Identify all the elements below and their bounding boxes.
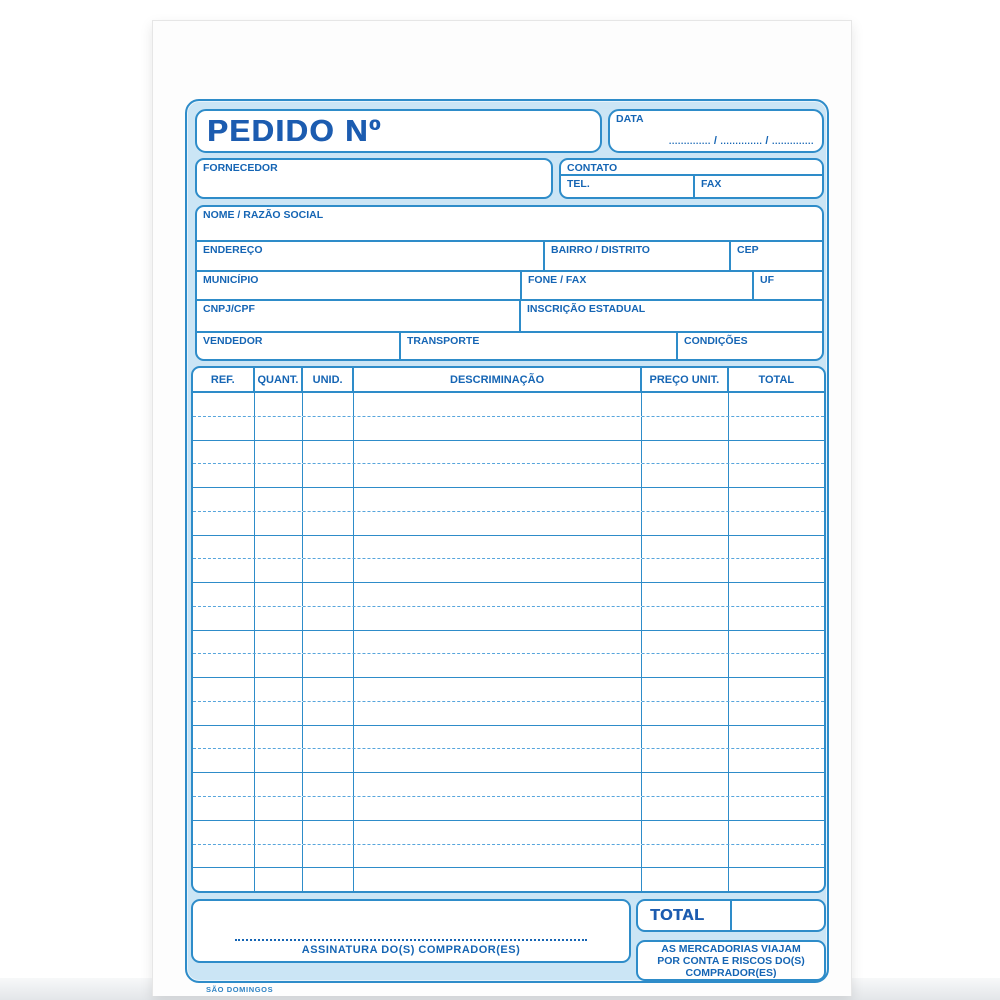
item-cell[interactable]	[193, 797, 255, 820]
item-cell[interactable]	[354, 393, 642, 416]
item-cell[interactable]	[354, 417, 642, 440]
item-row	[193, 536, 824, 560]
fax-label: FAX	[701, 178, 722, 190]
col-quant: QUANT.	[255, 368, 304, 391]
item-cell[interactable]	[354, 702, 642, 725]
item-cell[interactable]	[729, 678, 824, 701]
item-row	[193, 583, 824, 607]
date-label: DATA	[616, 113, 644, 125]
total-value-field[interactable]	[732, 901, 824, 930]
item-cell[interactable]	[729, 868, 824, 891]
warning-box	[636, 940, 826, 981]
city-label: MUNICÍPIO	[203, 274, 259, 286]
item-cell[interactable]	[729, 441, 824, 464]
item-cell[interactable]	[354, 678, 642, 701]
seller-label: VENDEDOR	[203, 335, 263, 347]
item-cell[interactable]	[642, 797, 728, 820]
item-cell[interactable]	[255, 726, 304, 749]
item-cell[interactable]	[729, 536, 824, 559]
item-row	[193, 726, 824, 750]
item-cell[interactable]	[642, 417, 728, 440]
item-cell[interactable]	[255, 702, 304, 725]
col-descriminacao: DESCRIMINAÇÃO	[354, 368, 642, 391]
item-cell[interactable]	[729, 512, 824, 535]
warning-line: POR CONTA E RISCOS DO(S)	[657, 954, 805, 967]
uf-field[interactable]	[754, 272, 822, 299]
col-total: TOTAL	[758, 373, 795, 386]
item-cell[interactable]	[729, 845, 824, 868]
item-cell[interactable]	[354, 464, 642, 487]
printer-brand: SÃO DOMINGOS	[206, 985, 274, 994]
item-cell[interactable]	[303, 536, 354, 559]
item-cell[interactable]	[193, 417, 255, 440]
total-label-cell	[638, 901, 732, 930]
item-row	[193, 631, 824, 655]
item-cell[interactable]	[255, 845, 304, 868]
item-row	[193, 821, 824, 845]
item-cell[interactable]	[729, 583, 824, 606]
item-cell[interactable]	[255, 749, 304, 772]
item-cell[interactable]	[193, 726, 255, 749]
item-cell[interactable]	[354, 559, 642, 582]
item-cell[interactable]	[642, 631, 728, 654]
item-cell[interactable]	[729, 464, 824, 487]
item-cell[interactable]	[255, 441, 304, 464]
item-cell[interactable]	[729, 797, 824, 820]
uf-label: UF	[760, 274, 774, 286]
item-cell[interactable]	[303, 607, 354, 630]
item-cell[interactable]	[642, 702, 728, 725]
transport-field[interactable]	[401, 333, 678, 359]
item-cell[interactable]	[303, 441, 354, 464]
item-row	[193, 441, 824, 465]
item-cell[interactable]	[255, 773, 304, 796]
item-row	[193, 464, 824, 488]
item-cell[interactable]	[642, 512, 728, 535]
item-cell[interactable]	[303, 583, 354, 606]
item-cell[interactable]	[193, 559, 255, 582]
item-cell[interactable]	[729, 773, 824, 796]
item-cell[interactable]	[193, 821, 255, 844]
item-cell[interactable]	[255, 797, 304, 820]
item-cell[interactable]	[729, 654, 824, 677]
item-cell[interactable]	[354, 654, 642, 677]
item-cell[interactable]	[193, 654, 255, 677]
item-cell[interactable]	[729, 726, 824, 749]
tel-field[interactable]	[561, 176, 695, 197]
item-cell[interactable]	[729, 393, 824, 416]
item-cell[interactable]	[354, 512, 642, 535]
item-cell[interactable]	[642, 821, 728, 844]
item-cell[interactable]	[354, 845, 642, 868]
item-cell[interactable]	[354, 797, 642, 820]
item-cell[interactable]	[354, 821, 642, 844]
name-field[interactable]	[197, 207, 822, 240]
item-cell[interactable]	[729, 417, 824, 440]
seller-field[interactable]	[197, 333, 401, 359]
total-label: TOTAL	[650, 906, 705, 924]
district-field[interactable]	[545, 242, 731, 270]
item-cell[interactable]	[642, 488, 728, 511]
item-cell[interactable]	[193, 773, 255, 796]
item-cell[interactable]	[255, 393, 304, 416]
name-label: NOME / RAZÃO SOCIAL	[203, 209, 324, 221]
col-ref: REF.	[193, 368, 255, 391]
item-cell[interactable]	[729, 702, 824, 725]
item-cell[interactable]	[729, 821, 824, 844]
item-cell[interactable]	[193, 536, 255, 559]
item-cell[interactable]	[354, 631, 642, 654]
item-cell[interactable]	[193, 512, 255, 535]
item-cell[interactable]	[193, 749, 255, 772]
order-number-field[interactable]	[195, 109, 602, 153]
item-cell[interactable]	[354, 726, 642, 749]
item-row	[193, 488, 824, 512]
item-cell[interactable]	[193, 488, 255, 511]
item-cell[interactable]	[193, 631, 255, 654]
item-cell[interactable]	[193, 868, 255, 891]
tel-label: TEL.	[567, 178, 590, 190]
item-row	[193, 845, 824, 869]
item-cell[interactable]	[255, 488, 304, 511]
item-row	[193, 654, 824, 678]
items-table-body	[193, 393, 824, 891]
item-cell[interactable]	[642, 536, 728, 559]
item-cell[interactable]	[354, 773, 642, 796]
item-cell[interactable]	[303, 417, 354, 440]
item-cell[interactable]	[303, 868, 354, 891]
item-cell[interactable]	[303, 845, 354, 868]
item-cell[interactable]	[642, 749, 728, 772]
item-cell[interactable]	[354, 868, 642, 891]
item-cell[interactable]	[642, 773, 728, 796]
contact-box	[559, 158, 824, 199]
item-cell[interactable]	[642, 845, 728, 868]
phone-fax-field[interactable]	[522, 272, 754, 299]
item-cell[interactable]	[255, 417, 304, 440]
item-cell[interactable]	[255, 583, 304, 606]
item-cell[interactable]	[255, 868, 304, 891]
col-unid: UNID.	[303, 368, 354, 391]
item-cell[interactable]	[255, 607, 304, 630]
item-cell[interactable]	[303, 678, 354, 701]
conditions-label: CONDIÇÕES	[684, 335, 748, 347]
item-cell[interactable]	[303, 488, 354, 511]
item-cell[interactable]	[193, 845, 255, 868]
date-field[interactable]	[608, 109, 824, 153]
item-row	[193, 773, 824, 797]
item-cell[interactable]	[354, 583, 642, 606]
item-cell[interactable]	[729, 488, 824, 511]
supplier-field[interactable]	[195, 158, 553, 199]
total-box	[636, 899, 826, 932]
address-field[interactable]	[197, 242, 545, 270]
item-cell[interactable]	[729, 631, 824, 654]
contact-label: CONTATO	[567, 162, 618, 174]
item-cell[interactable]	[303, 512, 354, 535]
item-row	[193, 797, 824, 821]
item-cell[interactable]	[255, 821, 304, 844]
item-cell[interactable]	[354, 536, 642, 559]
item-row	[193, 607, 824, 631]
item-cell[interactable]	[303, 726, 354, 749]
item-cell[interactable]	[255, 512, 304, 535]
item-cell[interactable]	[303, 393, 354, 416]
item-cell[interactable]	[729, 749, 824, 772]
state-registration-label: INSCRIÇÃO ESTADUAL	[527, 303, 646, 315]
item-row	[193, 749, 824, 773]
state-registration-field[interactable]	[521, 301, 822, 331]
item-cell[interactable]	[354, 441, 642, 464]
supplier-label: FORNECEDOR	[203, 162, 278, 174]
item-cell[interactable]	[193, 583, 255, 606]
item-cell[interactable]	[303, 773, 354, 796]
order-form	[185, 99, 829, 983]
signature-label: ASSINATURA DO(S) COMPRADOR(ES)	[301, 944, 521, 956]
item-cell[interactable]	[642, 868, 728, 891]
item-cell[interactable]	[255, 654, 304, 677]
address-label: ENDEREÇO	[203, 244, 263, 256]
paper-sheet	[152, 20, 852, 996]
cep-label: CEP	[737, 244, 759, 256]
cnpj-field[interactable]	[197, 301, 521, 331]
item-row	[193, 868, 824, 891]
signature-box[interactable]	[191, 899, 631, 963]
transport-label: TRANSPORTE	[407, 335, 480, 347]
signature-line[interactable]	[235, 939, 587, 941]
item-cell[interactable]	[303, 631, 354, 654]
item-cell[interactable]	[255, 631, 304, 654]
item-cell[interactable]	[303, 559, 354, 582]
item-cell[interactable]	[642, 607, 728, 630]
warning-line: COMPRADOR(ES)	[685, 966, 777, 979]
cnpj-label: CNPJ/CPF	[203, 303, 255, 315]
city-field[interactable]	[197, 272, 522, 299]
items-table	[191, 366, 826, 893]
item-cell[interactable]	[642, 654, 728, 677]
item-cell[interactable]	[642, 583, 728, 606]
item-cell[interactable]	[193, 702, 255, 725]
item-cell[interactable]	[642, 678, 728, 701]
contact-field[interactable]	[561, 160, 822, 176]
item-cell[interactable]	[729, 559, 824, 582]
item-row	[193, 559, 824, 583]
item-cell[interactable]	[193, 441, 255, 464]
item-cell[interactable]	[255, 678, 304, 701]
form-title: PEDIDO Nº	[207, 113, 382, 148]
item-cell[interactable]	[193, 607, 255, 630]
item-cell[interactable]	[303, 797, 354, 820]
item-row	[193, 702, 824, 726]
warning-line: AS MERCADORIAS VIAJAM	[661, 942, 801, 955]
customer-info-box	[195, 205, 824, 361]
item-cell[interactable]	[255, 464, 304, 487]
item-cell[interactable]	[255, 559, 304, 582]
item-cell[interactable]	[354, 607, 642, 630]
item-cell[interactable]	[642, 393, 728, 416]
fax-field[interactable]	[695, 176, 822, 197]
item-cell[interactable]	[255, 536, 304, 559]
item-cell[interactable]	[193, 678, 255, 701]
col-preco-unit: PREÇO UNIT.	[642, 368, 728, 391]
item-cell[interactable]	[642, 726, 728, 749]
item-cell[interactable]	[303, 821, 354, 844]
date-slots[interactable]: .............. / .............. / ..............	[668, 135, 814, 147]
items-table-header	[193, 368, 824, 393]
item-cell[interactable]	[193, 464, 255, 487]
item-cell[interactable]	[642, 441, 728, 464]
conditions-field[interactable]	[678, 333, 822, 359]
item-cell[interactable]	[729, 607, 824, 630]
phone-fax-label: FONE / FAX	[528, 274, 587, 286]
item-row	[193, 393, 824, 417]
item-cell[interactable]	[642, 464, 728, 487]
item-cell[interactable]	[193, 393, 255, 416]
item-cell[interactable]	[642, 559, 728, 582]
item-row	[193, 417, 824, 441]
item-cell[interactable]	[303, 749, 354, 772]
item-cell[interactable]	[303, 654, 354, 677]
item-cell[interactable]	[354, 488, 642, 511]
item-cell[interactable]	[303, 464, 354, 487]
district-label: BAIRRO / DISTRITO	[551, 244, 650, 256]
item-cell[interactable]	[354, 749, 642, 772]
item-cell[interactable]	[303, 702, 354, 725]
item-row	[193, 512, 824, 536]
cep-field[interactable]	[731, 242, 822, 270]
item-row	[193, 678, 824, 702]
